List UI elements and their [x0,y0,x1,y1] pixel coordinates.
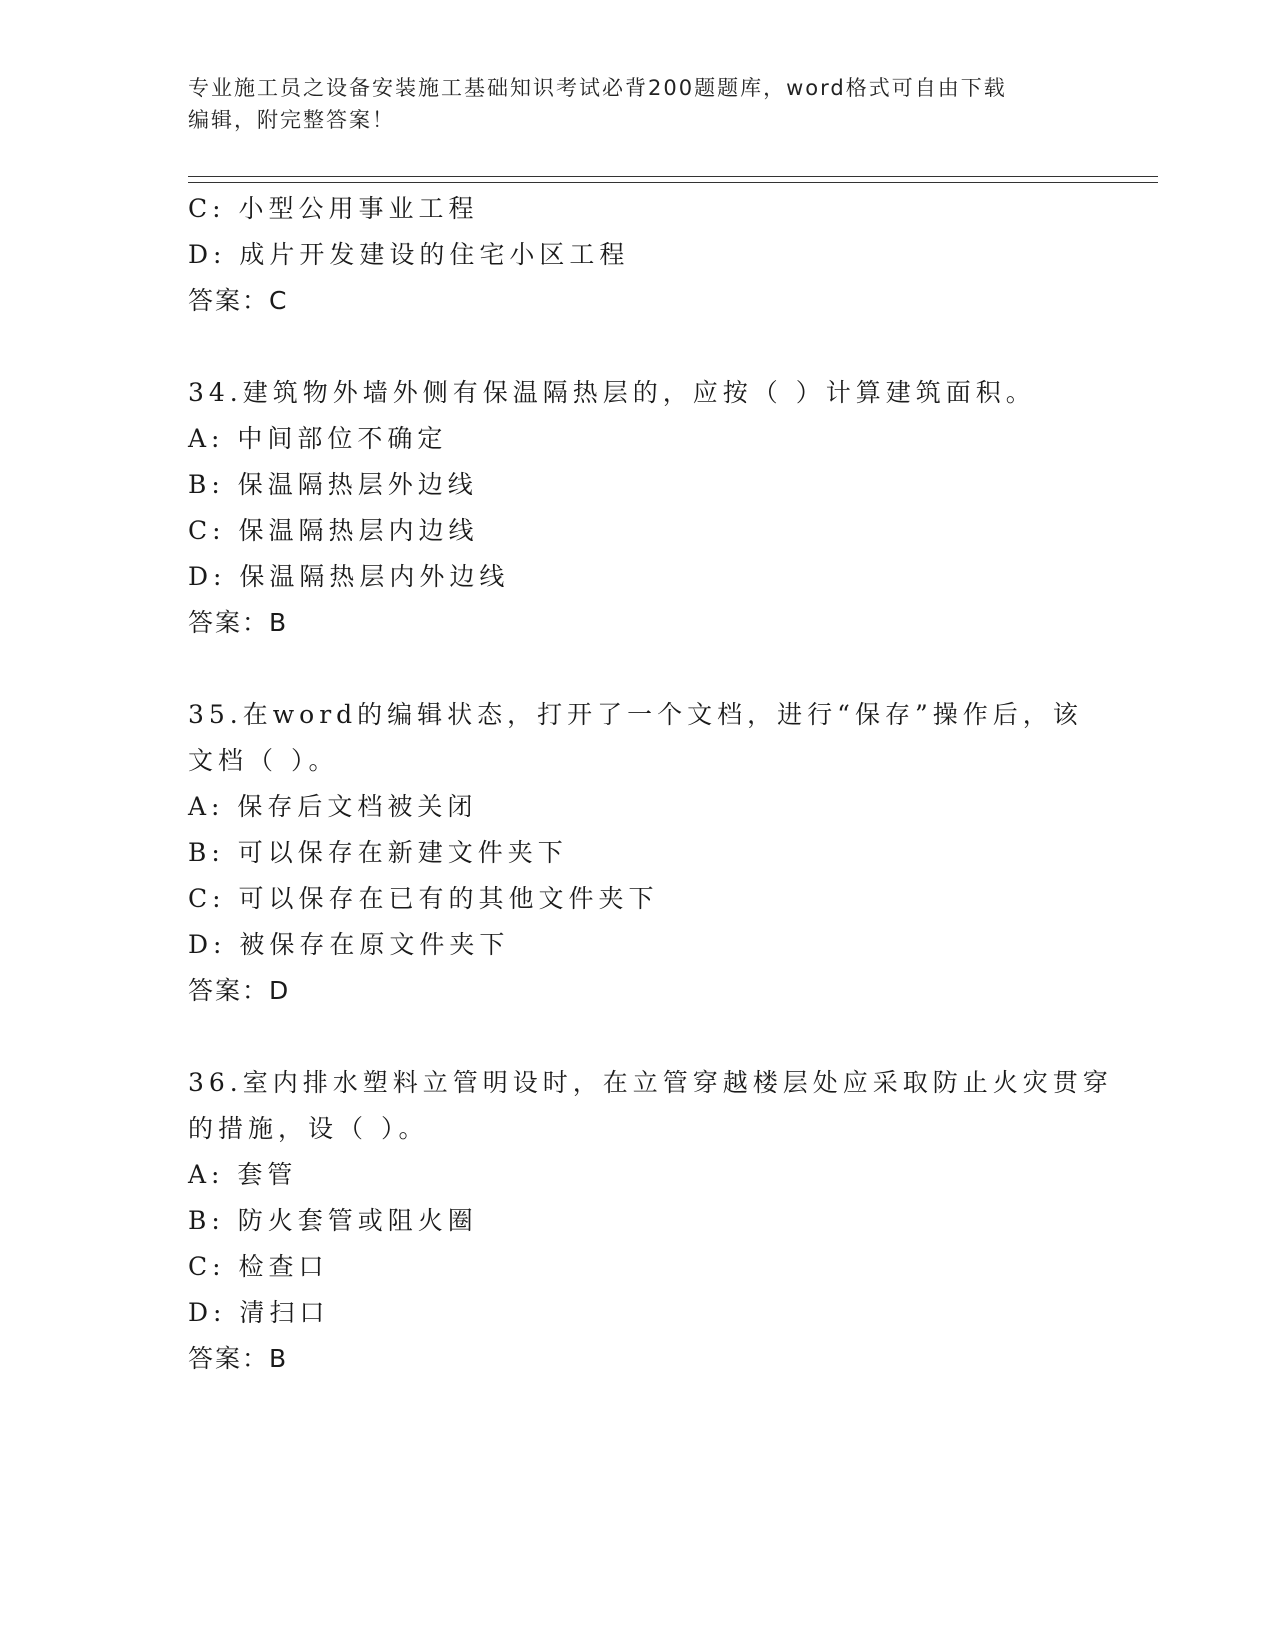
option-a: A: 中间部位不确定 [188,424,448,453]
option-d: D: 保温隔热层内外边线 [188,562,510,591]
option-c: C: 小型公用事业工程 [188,194,479,223]
option-c: C: 可以保存在已有的其他文件夹下 [188,884,659,913]
option-b: B: 可以保存在新建文件夹下 [188,838,568,867]
option-c: C: 检查口 [188,1252,329,1281]
question-stem: 34.建筑物外墙外侧有保温隔热层的，应按（ ）计算建筑面积。 [188,378,1036,407]
option-b: B: 保温隔热层外边线 [188,470,478,499]
document-header [188,72,1088,136]
previous-question-tail [188,186,1088,324]
option-b: B: 防火套管或阻火圈 [188,1206,478,1235]
header-line-1: 专业施工员之设备安装施工基础知识考试必背200题题库，word格式可自由下载 [188,76,1007,100]
option-c: C: 保温隔热层内边线 [188,516,479,545]
header-rule-bottom [188,182,1158,183]
header-rule-top [188,176,1158,177]
spacer [188,324,1088,370]
question-stem-line-2: 文档（ ）。 [188,746,339,775]
option-a: A: 套管 [188,1160,298,1189]
question-stem-line-2: 的措施，设（ ）。 [188,1114,429,1143]
spacer [188,1014,1088,1060]
question-stem-line-1: 35.在word的编辑状态，打开了一个文档，进行“保存”操作后，该 [188,700,1083,729]
question-36 [188,1060,1113,1382]
spacer [188,646,1088,692]
header-line-2: 编辑，附完整答案！ [188,108,395,132]
question-35 [188,692,1088,1014]
option-a: A: 保存后文档被关闭 [188,792,478,821]
answer-line: 答案：B [188,1344,289,1373]
answer-line: 答案：C [188,286,289,315]
answer-line: 答案：B [188,608,289,637]
option-d: D: 清扫口 [188,1298,330,1327]
question-stem-line-1: 36.室内排水塑料立管明设时，在立管穿越楼层处应采取防止火灾贯穿 [188,1068,1113,1097]
question-34 [188,370,1088,646]
option-d: D: 成片开发建设的住宅小区工程 [188,240,630,269]
option-d: D: 被保存在原文件夹下 [188,930,510,959]
question-list [188,186,1113,1382]
answer-line: 答案：D [188,976,291,1005]
